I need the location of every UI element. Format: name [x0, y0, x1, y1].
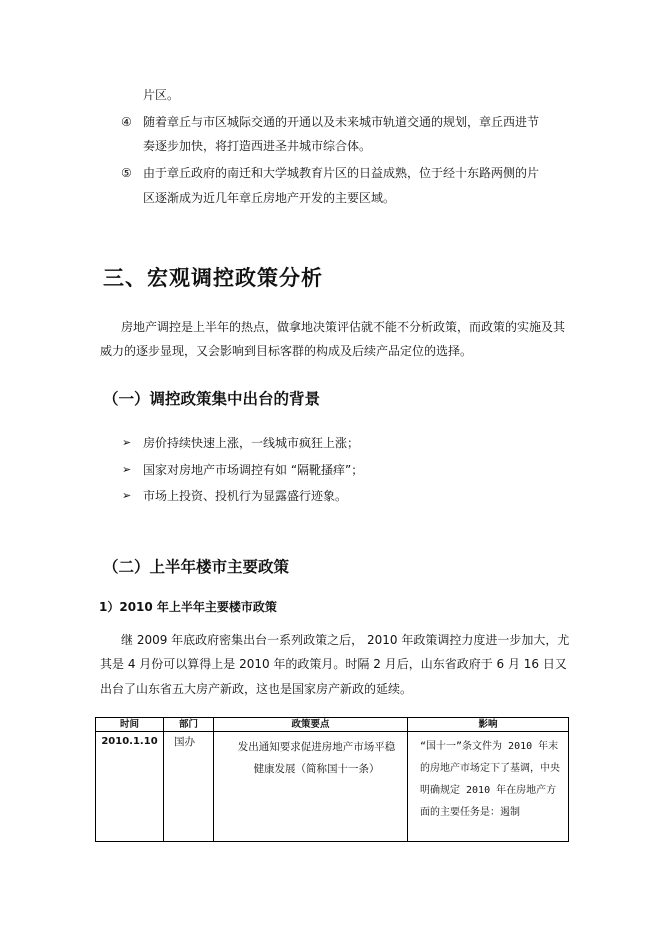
list-item-5-line2: 区逐渐成为近几年章丘房地产开发的主要区域。 [143, 191, 396, 205]
cell-impact: “国十一”条文件为 2010 年末的房地产市场定下了基调，中央明确规定 2010 年在房地产方面的主要任务是：遏制 [408, 732, 569, 842]
subsection-heading-2: （二）上半年楼市主要政策 [103, 557, 290, 576]
cell-date: 2010.1.10 [96, 732, 164, 842]
bullet-item: 房价持续快速上涨，一线城市疯狂上涨； [143, 436, 360, 450]
table-header-row [96, 718, 569, 732]
header-impact: 影响 [408, 718, 569, 732]
policy-paragraph-line1: 继 2009 年底政府密集出台一系列政策之后， 2010 年政策调控力度进一步加大，尤 [121, 633, 570, 647]
bullet-arrow-icon: ➢ [122, 489, 132, 502]
list-item-4-line2: 奏逐步加快，将打造西进圣井城市综合体。 [143, 139, 372, 153]
bullet-item: 国家对房地产市场调控有如 “隔靴搔痒”； [143, 463, 364, 477]
sub-subsection-heading: 1）2010 年上半年主要楼市政策 [99, 600, 277, 614]
header-policy-points: 政策要点 [214, 718, 408, 732]
bullet-arrow-icon: ➢ [122, 436, 132, 449]
list-item-4-line1: 随着章丘与市区城际交通的开通以及未来城市轨道交通的规划，章丘西进节 [143, 115, 540, 129]
section-heading: 三、宏观调控政策分析 [103, 265, 323, 290]
list-marker-5: ⑤ [121, 166, 132, 180]
intro-paragraph-line1: 房地产调控是上半年的热点，做拿地决策评估就不能不分析政策，而政策的实施及其 [121, 320, 566, 334]
bullet-arrow-icon: ➢ [122, 463, 132, 476]
header-department: 部门 [164, 718, 214, 732]
cell-department: 国办 [164, 732, 214, 842]
list-item-5-line1: 由于章丘政府的南迁和大学城教育片区的日益成熟，位于经十东路两侧的片 [143, 166, 540, 180]
cell-policy-points: 发出通知要求促进房地产市场平稳健康发展（简称国十一条） [214, 732, 408, 842]
list-continuation-text: 片区。 [143, 88, 180, 102]
subsection-heading-1: （一）调控政策集中出台的背景 [103, 389, 321, 408]
header-time: 时间 [96, 718, 164, 732]
bullet-item: 市场上投资、投机行为显露盛行迹象。 [143, 489, 348, 503]
policy-paragraph-line2: 其是 4 月份可以算得上是 2010 年的政策月。时隔 2 月后，山东省政府于 6 月 16 日又 [100, 657, 567, 671]
list-marker-4: ④ [121, 115, 132, 129]
table-row [96, 732, 569, 842]
intro-paragraph-line2: 威力的逐步显现，又会影响到目标客群的构成及后续产品定位的选择。 [100, 344, 473, 358]
policy-table [95, 717, 569, 842]
policy-paragraph-line3: 出台了山东省五大房产新政，这也是国家房产新政的延续。 [100, 682, 413, 696]
